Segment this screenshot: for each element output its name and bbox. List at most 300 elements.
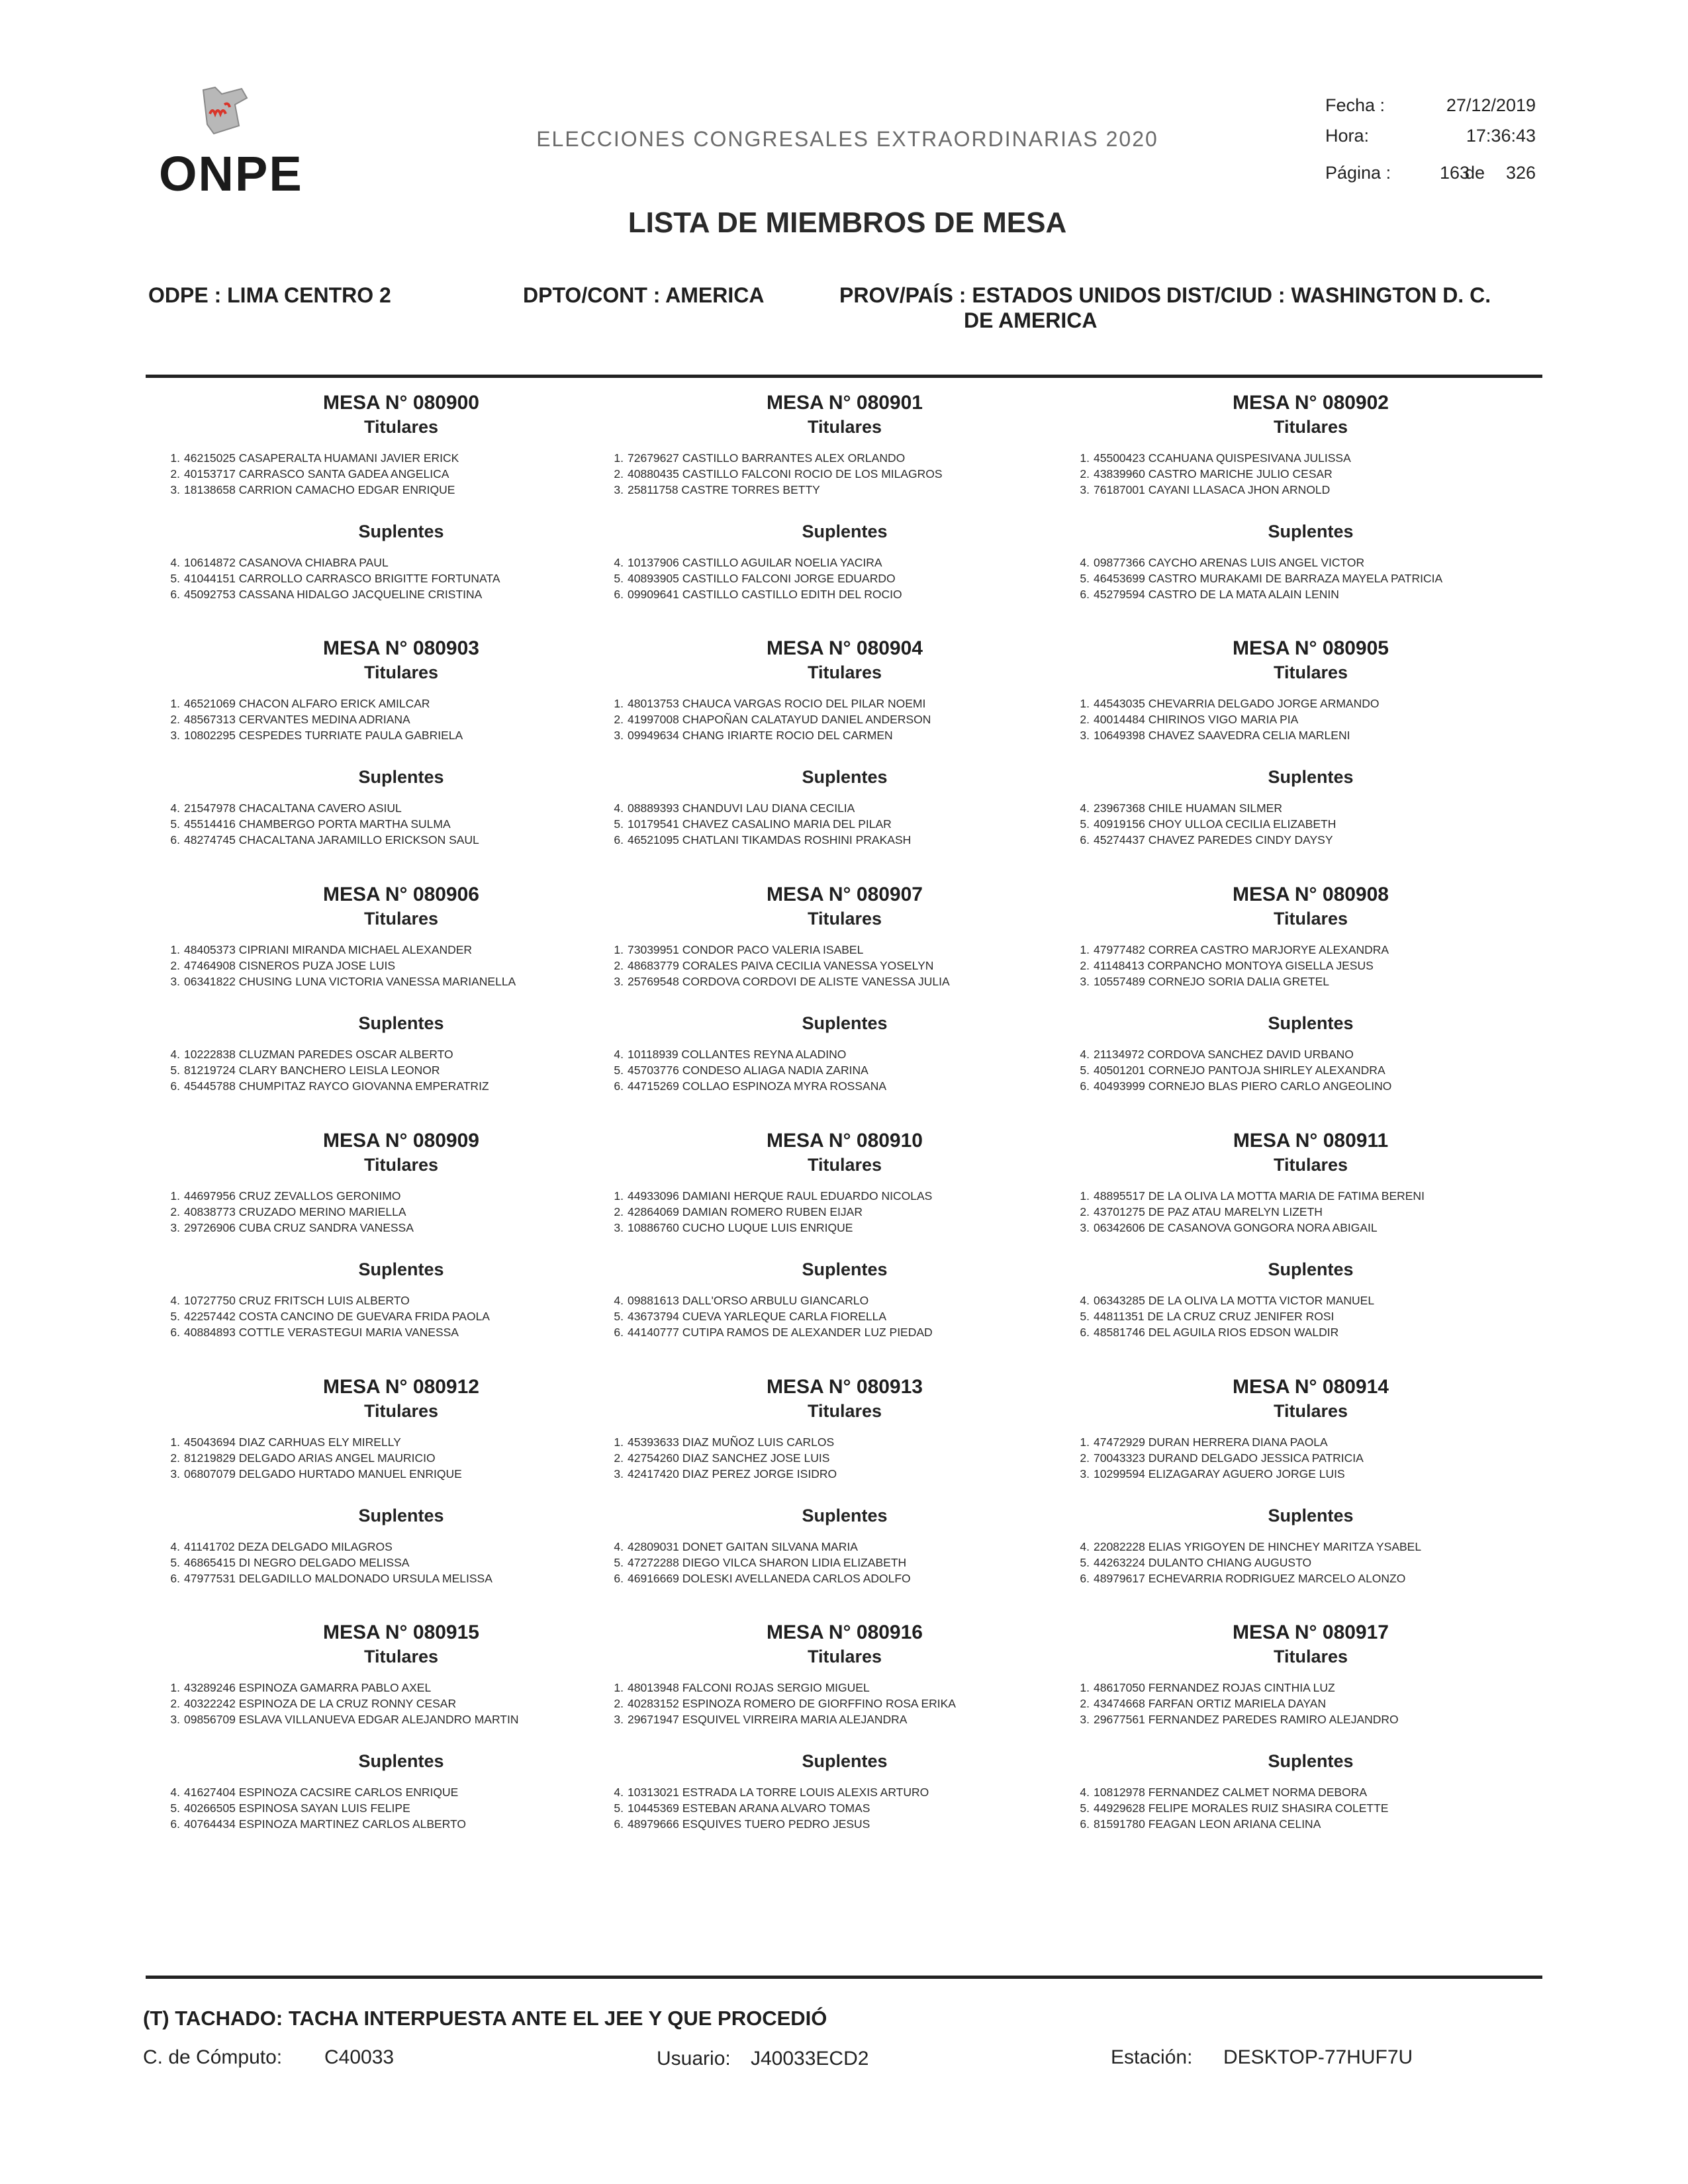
- suplentes-heading: Suplentes: [802, 1259, 888, 1279]
- member-number: 6.: [1080, 1817, 1090, 1831]
- member-entry: 48895517 DE LA OLIVA LA MOTTA MARIA DE FATIMA BERENI: [1094, 1189, 1425, 1203]
- pagina-label: Página :: [1325, 163, 1391, 183]
- member-row: [609, 1062, 1086, 1078]
- member-row: [609, 466, 1086, 482]
- member-row: [609, 1293, 1086, 1308]
- member-row: [1075, 711, 1552, 727]
- titulares-list: [165, 696, 642, 743]
- member-row: [1075, 1204, 1552, 1220]
- member-row: [1075, 1680, 1552, 1696]
- member-row: [609, 942, 1086, 958]
- member-row: [165, 1062, 642, 1078]
- member-entry: 42754260 DIAZ SANCHEZ JOSE LUIS: [628, 1451, 830, 1465]
- titulares-heading: Titulares: [807, 662, 882, 682]
- member-number: 5.: [1080, 1556, 1090, 1569]
- suplentes-heading: Suplentes: [1268, 1259, 1354, 1279]
- mesa-title: MESA N° 080903: [322, 637, 479, 659]
- member-entry: 40014484 CHIRINOS VIGO MARIA PIA: [1094, 713, 1299, 726]
- member-row: [1075, 466, 1552, 482]
- member-number: 3.: [614, 1221, 624, 1234]
- mesa-title: MESA N° 080908: [1232, 884, 1389, 905]
- member-row: [1075, 450, 1552, 466]
- member-entry: 40884893 COTTLE VERASTEGUI MARIA VANESSA: [184, 1326, 459, 1339]
- mesa-title: MESA N° 080901: [766, 392, 923, 414]
- member-number: 6.: [614, 833, 624, 846]
- member-row: [165, 974, 642, 989]
- member-entry: 76187001 CAYANI LLASACA JHON ARNOLD: [1094, 483, 1331, 496]
- member-row: [1075, 1555, 1552, 1570]
- member-number: 1.: [170, 1189, 180, 1203]
- titulares-list: [1075, 1680, 1552, 1727]
- titulares-list: [1075, 696, 1552, 743]
- suplentes-heading: Suplentes: [802, 1751, 888, 1771]
- member-number: 4.: [170, 556, 180, 569]
- member-entry: 06341822 CHUSING LUNA VICTORIA VANESSA MARIANELLA: [184, 975, 516, 988]
- fecha-value: 27/12/2019: [1446, 95, 1536, 115]
- footer-divider: [146, 1976, 1542, 1979]
- member-entry: 09909641 CASTILLO CASTILLO EDITH DEL ROCIO: [628, 588, 902, 601]
- member-number: 2.: [1080, 1451, 1090, 1465]
- member-number: 6.: [170, 1326, 180, 1339]
- member-number: 3.: [170, 483, 180, 496]
- member-number: 2.: [170, 1451, 180, 1465]
- suplentes-heading: Suplentes: [802, 767, 888, 787]
- member-entry: 48581746 DEL AGUILA RIOS EDSON WALDIR: [1094, 1326, 1339, 1339]
- member-number: 1.: [170, 1435, 180, 1449]
- titulares-list: [609, 696, 1086, 743]
- member-entry: 44543035 CHEVARRIA DELGADO JORGE ARMANDO: [1094, 697, 1380, 710]
- member-number: 1.: [1080, 1435, 1090, 1449]
- member-number: 4.: [170, 1786, 180, 1799]
- member-entry: 48405373 CIPRIANI MIRANDA MICHAEL ALEXANDER: [184, 943, 473, 956]
- member-entry: 40322242 ESPINOZA DE LA CRUZ RONNY CESAR: [184, 1697, 457, 1710]
- titulares-heading: Titulares: [807, 417, 882, 437]
- member-row: [165, 1308, 642, 1324]
- member-row: [609, 482, 1086, 498]
- member-row: [1075, 1696, 1552, 1711]
- suplentes-heading: Suplentes: [802, 1506, 888, 1525]
- member-row: [609, 1308, 1086, 1324]
- member-entry: 40266505 ESPINOSA SAYAN LUIS FELIPE: [184, 1801, 410, 1815]
- suplentes-list: [1075, 1293, 1552, 1340]
- titulares-list: [609, 450, 1086, 498]
- member-entry: 40153717 CARRASCO SANTA GADEA ANGELICA: [184, 467, 449, 480]
- member-number: 3.: [170, 1221, 180, 1234]
- member-number: 3.: [170, 1713, 180, 1726]
- member-row: [609, 974, 1086, 989]
- member-number: 5.: [1080, 1064, 1090, 1077]
- member-number: 3.: [1080, 1467, 1090, 1480]
- member-row: [609, 1696, 1086, 1711]
- member-entry: 44263224 DULANTO CHIANG AUGUSTO: [1094, 1556, 1312, 1569]
- member-entry: 45445788 CHUMPITAZ RAYCO GIOVANNA EMPERATRIZ: [184, 1079, 489, 1093]
- member-entry: 40838773 CRUZADO MERINO MARIELLA: [184, 1205, 406, 1218]
- member-number: 2.: [1080, 713, 1090, 726]
- member-number: 6.: [614, 588, 624, 601]
- member-entry: 09949634 CHANG IRIARTE ROCIO DEL CARMEN: [628, 729, 893, 742]
- suplentes-list: [165, 555, 642, 602]
- member-number: 4.: [614, 1786, 624, 1799]
- member-row: [1075, 1078, 1552, 1094]
- member-row: [1075, 555, 1552, 570]
- computo-label: C. de Cómputo:: [143, 2046, 283, 2068]
- member-number: 1.: [614, 451, 624, 465]
- member-number: 3.: [170, 975, 180, 988]
- member-entry: 42257442 COSTA CANCINO DE GUEVARA FRIDA PAOLA: [184, 1310, 490, 1323]
- member-number: 4.: [1080, 1540, 1090, 1553]
- member-entry: 46521095 CHATLANI TIKAMDAS ROSHINI PRAKASH: [628, 833, 912, 846]
- titulares-heading: Titulares: [363, 909, 439, 929]
- member-row: [609, 711, 1086, 727]
- member-row: [165, 1220, 642, 1236]
- member-entry: 48617050 FERNANDEZ ROJAS CINTHIA LUZ: [1094, 1681, 1335, 1694]
- mesa-title: MESA N° 080913: [766, 1376, 923, 1398]
- member-number: 4.: [614, 1048, 624, 1061]
- member-entry: 48274745 CHACALTANA JARAMILLO ERICKSON SAUL: [184, 833, 479, 846]
- member-row: [165, 1711, 642, 1727]
- member-entry: 45043694 DIAZ CARHUAS ELY MIRELLY: [184, 1435, 401, 1449]
- mesa-title: MESA N° 080902: [1232, 392, 1389, 414]
- suplentes-list: [165, 1539, 642, 1586]
- suplentes-heading: Suplentes: [1268, 1013, 1354, 1033]
- member-number: 1.: [170, 697, 180, 710]
- member-entry: 43839960 CASTRO MARICHE JULIO CESAR: [1094, 467, 1333, 480]
- suplentes-list: [165, 1046, 642, 1094]
- member-row: [1075, 1570, 1552, 1586]
- member-row: [609, 1188, 1086, 1204]
- member-entry: 41148413 CORPANCHO MONTOYA GISELLA JESUS: [1094, 959, 1374, 972]
- member-entry: 10445369 ESTEBAN ARANA ALVARO TOMAS: [628, 1801, 870, 1815]
- suplentes-list: [609, 1293, 1086, 1340]
- titulares-list: [609, 1188, 1086, 1236]
- member-entry: 43289246 ESPINOZA GAMARRA PABLO AXEL: [184, 1681, 432, 1694]
- titulares-heading: Titulares: [1273, 909, 1348, 929]
- member-entry: 10137906 CASTILLO AGUILAR NOELIA YACIRA: [628, 556, 882, 569]
- member-row: [165, 1539, 642, 1555]
- member-row: [1075, 1324, 1552, 1340]
- estacion-label: Estación:: [1111, 2046, 1193, 2068]
- member-entry: 25811758 CASTRE TORRES BETTY: [628, 483, 820, 496]
- member-entry: 10118939 COLLANTES REYNA ALADINO: [628, 1048, 847, 1061]
- member-number: 5.: [614, 817, 624, 831]
- member-number: 2.: [170, 467, 180, 480]
- member-row: [165, 711, 642, 727]
- member-entry: 47464908 CISNEROS PUZA JOSE LUIS: [184, 959, 396, 972]
- member-entry: 47977531 DELGADILLO MALDONADO URSULA MELISSA: [184, 1572, 492, 1585]
- member-number: 6.: [1080, 1326, 1090, 1339]
- member-entry: 81591780 FEAGAN LEON ARIANA CELINA: [1094, 1817, 1321, 1831]
- logo-text: ONPE: [159, 146, 303, 201]
- member-row: [609, 832, 1086, 848]
- member-row: [1075, 1308, 1552, 1324]
- member-row: [1075, 974, 1552, 989]
- member-number: 4.: [614, 1294, 624, 1307]
- member-row: [165, 450, 642, 466]
- member-row: [165, 816, 642, 832]
- suplentes-list: [165, 1293, 642, 1340]
- member-number: 5.: [614, 1064, 624, 1077]
- member-row: [609, 800, 1086, 816]
- member-row: [165, 832, 642, 848]
- suplentes-list: [609, 1046, 1086, 1094]
- member-row: [165, 1466, 642, 1482]
- member-number: 4.: [614, 801, 624, 815]
- member-entry: 10179541 CHAVEZ CASALINO MARIA DEL PILAR: [628, 817, 892, 831]
- member-row: [165, 1324, 642, 1340]
- member-entry: 43673794 CUEVA YARLEQUE CARLA FIORELLA: [628, 1310, 887, 1323]
- member-number: 5.: [170, 1064, 180, 1077]
- member-row: [1075, 482, 1552, 498]
- member-number: 1.: [614, 1681, 624, 1694]
- titulares-heading: Titulares: [807, 1155, 882, 1175]
- member-row: [609, 1324, 1086, 1340]
- titulares-heading: Titulares: [1273, 1401, 1348, 1421]
- member-entry: 48013753 CHAUCA VARGAS ROCIO DEL PILAR NOEMI: [628, 697, 926, 710]
- member-entry: 10614872 CASANOVA CHIABRA PAUL: [184, 556, 389, 569]
- fecha-label: Fecha :: [1325, 95, 1385, 115]
- member-row: [165, 1188, 642, 1204]
- member-entry: 47977482 CORREA CASTRO MARJORYE ALEXANDRA: [1094, 943, 1389, 956]
- member-entry: 48979666 ESQUIVES TUERO PEDRO JESUS: [628, 1817, 870, 1831]
- member-row: [1075, 727, 1552, 743]
- member-row: [609, 1434, 1086, 1450]
- member-row: [165, 466, 642, 482]
- mesa-title: MESA N° 080909: [322, 1130, 479, 1152]
- member-entry: 44697956 CRUZ ZEVALLOS GERONIMO: [184, 1189, 401, 1203]
- footer-note: (T) TACHADO: TACHA INTERPUESTA ANTE EL JEE Y QUE PROCEDIÓ: [143, 2007, 827, 2030]
- member-row: [1075, 800, 1552, 816]
- member-number: 2.: [614, 1451, 624, 1465]
- suplentes-heading: Suplentes: [1268, 1506, 1354, 1525]
- suplentes-list: [1075, 555, 1552, 602]
- member-number: 5.: [170, 1801, 180, 1815]
- titulares-heading: Titulares: [1273, 662, 1348, 682]
- member-number: 4.: [170, 1540, 180, 1553]
- member-number: 4.: [170, 801, 180, 815]
- dpto-label: DPTO/CONT : AMERICA: [523, 283, 765, 307]
- titulares-list: [609, 1680, 1086, 1727]
- member-row: [609, 570, 1086, 586]
- member-row: [1075, 1800, 1552, 1816]
- member-number: 1.: [1080, 451, 1090, 465]
- mesa-title: MESA N° 080912: [322, 1376, 479, 1398]
- member-entry: 42864069 DAMIAN ROMERO RUBEN EIJAR: [628, 1205, 863, 1218]
- member-row: [609, 1204, 1086, 1220]
- member-entry: 45279594 CASTRO DE LA MATA ALAIN LENIN: [1094, 588, 1339, 601]
- member-number: 3.: [614, 1713, 624, 1726]
- member-entry: 22082228 ELIAS YRIGOYEN DE HINCHEY MARITZA YSABEL: [1094, 1540, 1422, 1553]
- member-entry: 29726906 CUBA CRUZ SANDRA VANESSA: [184, 1221, 414, 1234]
- titulares-heading: Titulares: [1273, 1647, 1348, 1666]
- member-entry: 21547978 CHACALTANA CAVERO ASIUL: [184, 801, 402, 815]
- member-row: [1075, 1539, 1552, 1555]
- member-row: [165, 1434, 642, 1450]
- usuario-value: J40033ECD2: [751, 2048, 869, 2070]
- pagina-value: 163: [1439, 163, 1470, 183]
- member-number: 2.: [614, 1205, 624, 1218]
- titulares-heading: Titulares: [807, 1647, 882, 1666]
- page-title: LISTA DE MIEMBROS DE MESA: [628, 206, 1067, 239]
- member-entry: 48567313 CERVANTES MEDINA ADRIANA: [184, 713, 410, 726]
- member-entry: 44811351 DE LA CRUZ CRUZ JENIFER ROSI: [1094, 1310, 1335, 1323]
- member-number: 1.: [614, 1435, 624, 1449]
- member-entry: 10557489 CORNEJO SORIA DALIA GRETEL: [1094, 975, 1329, 988]
- suplentes-heading: Suplentes: [358, 1506, 444, 1525]
- member-row: [165, 1800, 642, 1816]
- member-entry: 10802295 CESPEDES TURRIATE PAULA GABRIELA: [184, 729, 463, 742]
- member-row: [165, 727, 642, 743]
- titulares-list: [165, 1434, 642, 1482]
- member-number: 4.: [1080, 1294, 1090, 1307]
- member-entry: 29677561 FERNANDEZ PAREDES RAMIRO ALEJANDRO: [1094, 1713, 1399, 1726]
- titulares-list: [165, 450, 642, 498]
- member-row: [165, 800, 642, 816]
- member-number: 5.: [170, 572, 180, 585]
- member-number: 4.: [1080, 556, 1090, 569]
- member-entry: 73039951 CONDOR PACO VALERIA ISABEL: [628, 943, 864, 956]
- mesa-title: MESA N° 080914: [1232, 1376, 1389, 1398]
- member-entry: 45274437 CHAVEZ PAREDES CINDY DAYSY: [1094, 833, 1333, 846]
- member-number: 2.: [1080, 959, 1090, 972]
- hora-value: 17:36:43: [1466, 126, 1536, 146]
- member-row: [609, 1220, 1086, 1236]
- member-number: 3.: [1080, 729, 1090, 742]
- member-row: [1075, 1188, 1552, 1204]
- member-number: 4.: [1080, 1048, 1090, 1061]
- member-entry: 41627404 ESPINOZA CACSIRE CARLOS ENRIQUE: [184, 1786, 459, 1799]
- member-row: [1075, 570, 1552, 586]
- member-number: 1.: [614, 697, 624, 710]
- member-entry: 42417420 DIAZ PEREZ JORGE ISIDRO: [628, 1467, 837, 1480]
- member-entry: 06807079 DELGADO HURTADO MANUEL ENRIQUE: [184, 1467, 462, 1480]
- member-entry: 45500423 CCAHUANA QUISPESIVANA JULISSA: [1094, 451, 1351, 465]
- member-number: 3.: [1080, 975, 1090, 988]
- member-entry: 44715269 COLLAO ESPINOZA MYRA ROSSANA: [628, 1079, 887, 1093]
- prov-label-cont: DE AMERICA: [964, 308, 1098, 332]
- member-entry: 47472929 DURAN HERRERA DIANA PAOLA: [1094, 1435, 1328, 1449]
- member-entry: 41997008 CHAPOÑAN CALATAYUD DANIEL ANDERSON: [628, 713, 931, 726]
- computo-value: C40033: [324, 2046, 395, 2068]
- member-row: [165, 1555, 642, 1570]
- suplentes-heading: Suplentes: [1268, 522, 1354, 541]
- member-row: [609, 1570, 1086, 1586]
- member-number: 5.: [614, 1801, 624, 1815]
- mesa-title: MESA N° 080907: [766, 884, 923, 905]
- member-row: [609, 586, 1086, 602]
- member-number: 6.: [614, 1326, 624, 1339]
- member-number: 3.: [170, 729, 180, 742]
- titulares-heading: Titulares: [363, 662, 439, 682]
- member-row: [165, 1204, 642, 1220]
- member-entry: 23967368 CHILE HUAMAN SILMER: [1094, 801, 1282, 815]
- member-entry: 45514416 CHAMBERGO PORTA MARTHA SULMA: [184, 817, 451, 831]
- mesa-title: MESA N° 080905: [1232, 637, 1389, 659]
- mesa-title: MESA N° 080911: [1233, 1130, 1389, 1152]
- member-number: 5.: [1080, 572, 1090, 585]
- member-number: 6.: [1080, 833, 1090, 846]
- member-entry: 46521069 CHACON ALFARO ERICK AMILCAR: [184, 697, 430, 710]
- member-entry: 08889393 CHANDUVI LAU DIANA CECILIA: [628, 801, 855, 815]
- member-number: 2.: [1080, 467, 1090, 480]
- suplentes-heading: Suplentes: [1268, 1751, 1354, 1771]
- member-number: 5.: [1080, 817, 1090, 831]
- member-number: 1.: [170, 1681, 180, 1694]
- suplentes-heading: Suplentes: [358, 1013, 444, 1033]
- member-row: [165, 1450, 642, 1466]
- member-row: [1075, 1450, 1552, 1466]
- member-number: 5.: [170, 1556, 180, 1569]
- member-number: 2.: [614, 713, 624, 726]
- member-row: [165, 942, 642, 958]
- member-number: 3.: [1080, 1221, 1090, 1234]
- member-row: [609, 1784, 1086, 1800]
- member-entry: 48979617 ECHEVARRIA RODRIGUEZ MARCELO ALONZO: [1094, 1572, 1406, 1585]
- member-row: [609, 555, 1086, 570]
- member-entry: 29671947 ESQUIVEL VIRREIRA MARIA ALEJANDRA: [628, 1713, 908, 1726]
- member-number: 5.: [614, 1556, 624, 1569]
- mesa-title: MESA N° 080900: [322, 392, 479, 414]
- titulares-list: [609, 1434, 1086, 1482]
- estacion-value: DESKTOP-77HUF7U: [1223, 2046, 1413, 2068]
- member-row: [1075, 1466, 1552, 1482]
- member-entry: 44933096 DAMIANI HERQUE RAUL EDUARDO NICOLAS: [628, 1189, 933, 1203]
- de-label: de: [1464, 163, 1485, 183]
- odpe-label: ODPE : LIMA CENTRO 2: [148, 283, 391, 307]
- member-row: [165, 1293, 642, 1308]
- member-number: 1.: [170, 943, 180, 956]
- member-row: [609, 1555, 1086, 1570]
- titulares-heading: Titulares: [363, 1647, 439, 1666]
- member-number: 2.: [170, 959, 180, 972]
- member-number: 6.: [614, 1079, 624, 1093]
- member-number: 5.: [1080, 1801, 1090, 1815]
- titulares-list: [1075, 1188, 1552, 1236]
- member-number: 3.: [614, 729, 624, 742]
- member-entry: 40880435 CASTILLO FALCONI ROCIO DE LOS MILAGROS: [628, 467, 943, 480]
- member-entry: 40764434 ESPINOZA MARTINEZ CARLOS ALBERTO: [184, 1817, 467, 1831]
- member-number: 1.: [1080, 697, 1090, 710]
- member-number: 1.: [1080, 1189, 1090, 1203]
- titulares-heading: Titulares: [807, 1401, 882, 1421]
- member-entry: 10299594 ELIZAGARAY AGUERO JORGE LUIS: [1094, 1467, 1345, 1480]
- member-row: [165, 555, 642, 570]
- member-entry: 40493999 CORNEJO BLAS PIERO CARLO ANGEOLINO: [1094, 1079, 1392, 1093]
- member-number: 6.: [614, 1572, 624, 1585]
- member-number: 4.: [1080, 801, 1090, 815]
- member-number: 4.: [1080, 1786, 1090, 1799]
- member-row: [609, 1711, 1086, 1727]
- mesa-title: MESA N° 080906: [322, 884, 479, 905]
- member-row: [165, 1570, 642, 1586]
- member-entry: 81219724 CLARY BANCHERO LEISLA LEONOR: [184, 1064, 440, 1077]
- member-entry: 21134972 CORDOVA SANCHEZ DAVID URBANO: [1094, 1048, 1354, 1061]
- titulares-list: [165, 942, 642, 989]
- header-divider: [146, 375, 1542, 378]
- titulares-list: [1075, 942, 1552, 989]
- suplentes-heading: Suplentes: [802, 522, 888, 541]
- titulares-heading: Titulares: [807, 909, 882, 929]
- titulares-heading: Titulares: [363, 1155, 439, 1175]
- mesa-title: MESA N° 080910: [766, 1130, 923, 1152]
- member-row: [609, 1680, 1086, 1696]
- member-number: 6.: [1080, 1572, 1090, 1585]
- member-entry: 81219829 DELGADO ARIAS ANGEL MAURICIO: [184, 1451, 436, 1465]
- suplentes-list: [1075, 800, 1552, 848]
- titulares-list: [609, 942, 1086, 989]
- member-entry: 42809031 DONET GAITAN SILVANA MARIA: [628, 1540, 858, 1553]
- member-entry: 43701275 DE PAZ ATAU MARELYN LIZETH: [1094, 1205, 1323, 1218]
- member-entry: 72679627 CASTILLO BARRANTES ALEX ORLANDO: [628, 451, 906, 465]
